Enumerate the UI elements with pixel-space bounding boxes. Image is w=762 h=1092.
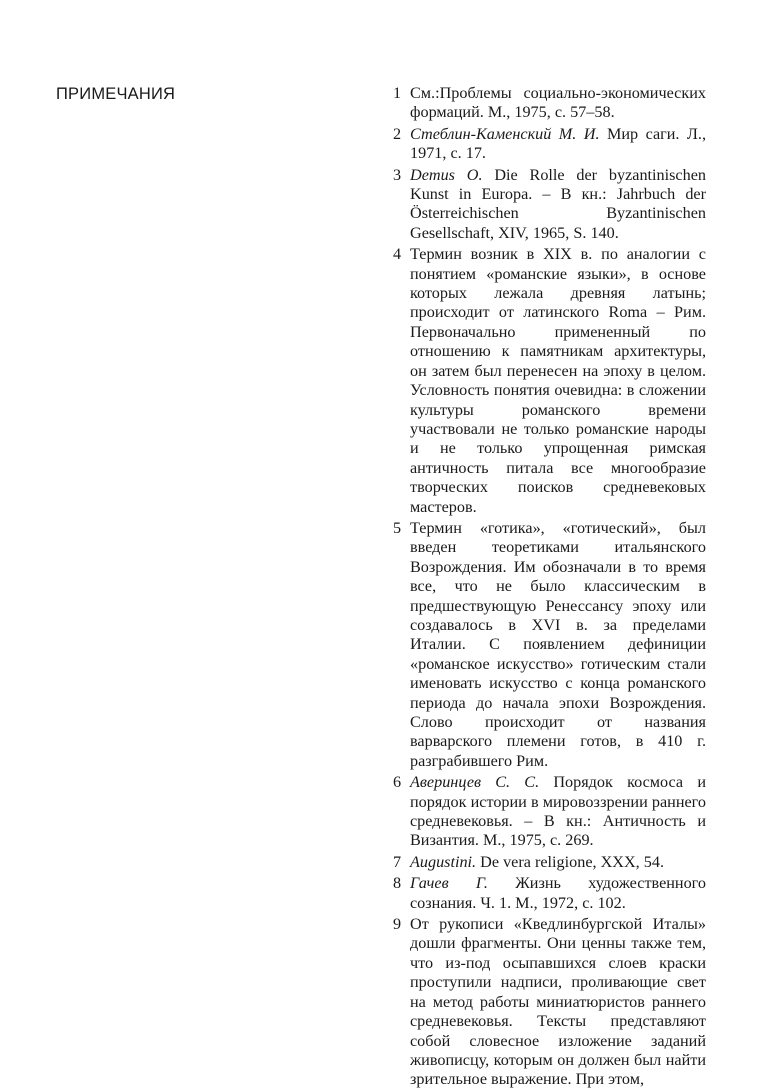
note-text: Порядок космоса и порядок истории в мировоззрении раннего средневековья. – В кн.: Античность и Византия. М., 1975, с. 269. <box>410 773 706 850</box>
note-number: 3 <box>393 165 402 184</box>
note-item <box>393 915 706 1090</box>
note-text: Мир саги. Л., 1971, с. 17. <box>410 124 707 163</box>
note-number: 4 <box>393 245 402 264</box>
note-item <box>393 853 706 872</box>
note-author: Гачев Г. <box>410 874 488 893</box>
note-text: De vera religione, XXX, 54. <box>476 852 665 871</box>
note-number: 1 <box>393 84 402 102</box>
note-number: 8 <box>393 874 402 893</box>
notes-heading: ПРИМЕЧАНИЯ <box>56 85 176 103</box>
note-number: 5 <box>393 518 402 537</box>
note-text: Термин возник в XIX в. по аналогии с понятием «романские языки», в основе которых лежала древняя латынь; происходит от латинского Roma – Рим. Первоначально примененный по отношению к памятникам архитектуры, он затем был перенесен на эпоху в целом. Условность понятия очевидна: в сложении культуры романского времени участвовали не только романские народы и не только упрощенная римская античность питала все многообразие творческих поисков средневековых мастеров. <box>410 245 706 516</box>
note-text: См.:Проблемы социально-экономических формаций. М., 1975, с. 57–58. <box>410 84 706 122</box>
note-item <box>393 773 706 851</box>
note-item <box>393 84 706 123</box>
note-item <box>393 245 706 517</box>
note-item <box>393 125 706 164</box>
notes-list <box>393 84 706 1092</box>
note-author: Стеблин-Каменский М. И. <box>410 124 600 143</box>
note-item <box>393 874 706 913</box>
note-item <box>393 166 706 244</box>
note-text: Die Rolle der byzantinischen Kunst in Europa. – В кн.: Jahrbuch der Österreichischen Byzantinischen Gesellschaft, XIV, 1965, S. 140. <box>410 165 706 242</box>
note-text: Жизнь художественного сознания. Ч. 1. М., 1972, с. 102. <box>410 874 707 912</box>
note-author: Аверинцев С. С. <box>410 773 540 792</box>
note-number: 7 <box>393 852 402 871</box>
note-number: 2 <box>393 124 402 143</box>
note-text: Термин «готика», «готический», был введен теоретиками итальянского Возрождения. Им обозначали в то время все, что не было классическим в предшествующую Ренессансу эпоху или создавалось в XVI в. за пределами Италии. С появлением дефиниции «романское искусство» готическим стали именовать искусство с конца романского периода до начала эпохи Возрождения. Слово происходит от названия варварского племени готов, в 410 г. разграбившего Рим. <box>410 518 706 770</box>
note-number: 6 <box>393 773 402 792</box>
note-author: Augustini. <box>410 852 477 871</box>
note-text: От рукописи «Кведлинбургской Италы» дошли фрагменты. Они ценны также тем, что из-под осыпавшихся слоев краски проступили надписи, проливающие свет на метод работы миниатюристов раннего средневековья. Тексты представляют собой словесное изложение заданий живописцу, которым он должен был найти зрительное выражение. При этом, <box>410 915 706 1089</box>
note-item <box>393 519 706 771</box>
note-number: 9 <box>393 915 402 934</box>
note-author: Demus O. <box>410 165 483 184</box>
